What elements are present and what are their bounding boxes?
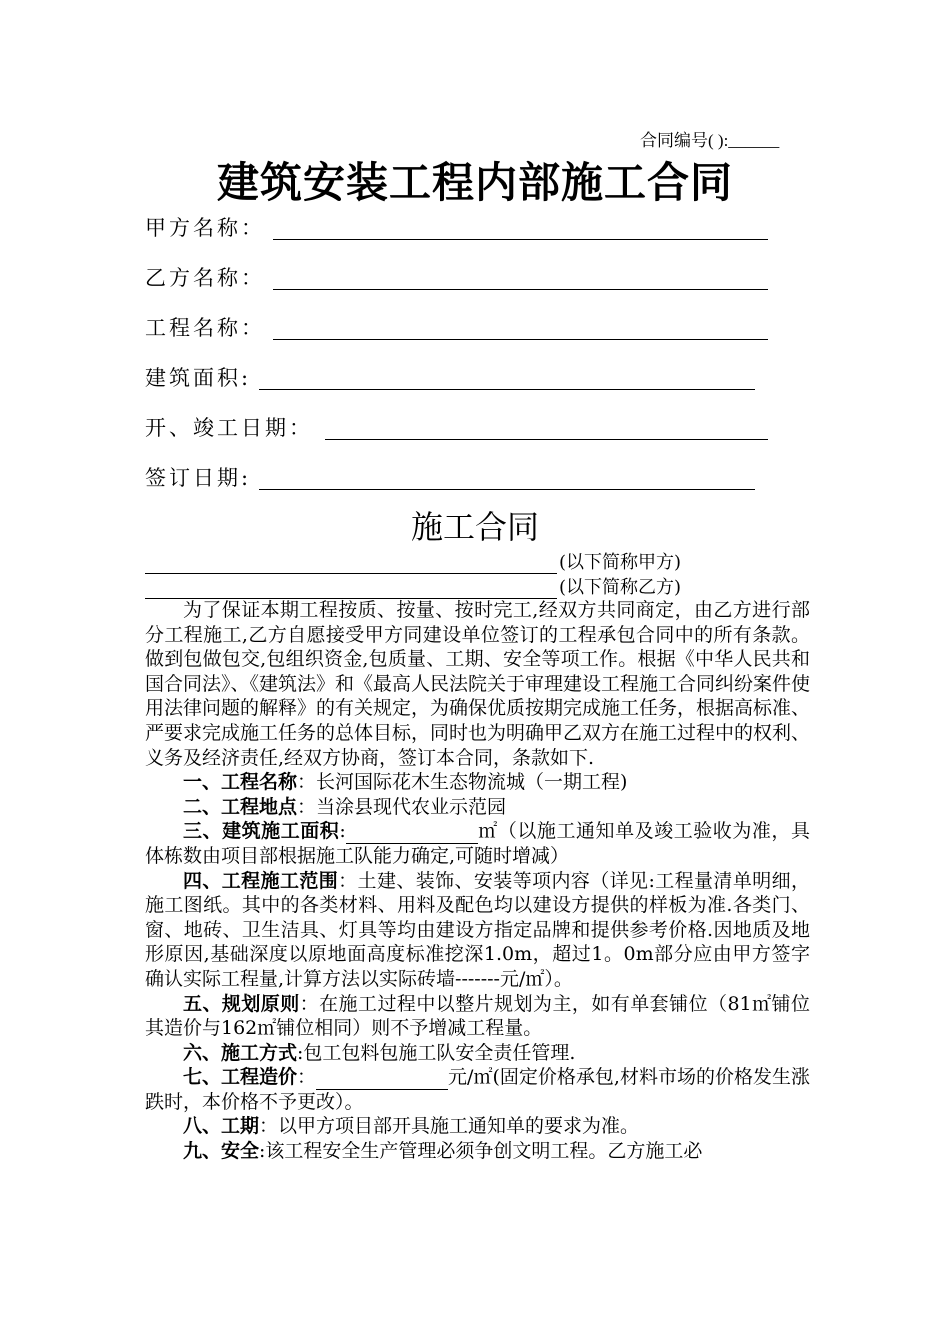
clause-8 — [145, 1114, 810, 1139]
clause-label: 四、工程施工范围 — [183, 869, 339, 892]
field-label: 乙方名称： — [145, 266, 265, 290]
intro-paragraph: 为了保证本期工程按质、按量、按时完工,经双方共同商定，由乙方进行部分工程施工,乙方自愿接受甲方同建设单位签订的工程承包合同中的所有条款。做到包做包交,包组织资金,包质量、工期、安全等项工作。根据《中华人民共和国合同法》、《建筑法》和《最高人民法院关于审理建设工程施工合同纠纷案件使用法律问题的解释》的有关规定，为确保优质按期完成施工任务，根据高标准、严要求完成施工任务的总体目标，同时也为明确甲乙双方在施工过程中的权利、义务及经济责任,经双方协商，签订本合同，条款如下. — [145, 599, 811, 769]
clause-colon: : — [339, 820, 346, 843]
clause-colon: ： — [297, 1066, 317, 1089]
clause-7 — [145, 1065, 810, 1114]
contract-body — [145, 598, 810, 1164]
clause-3 — [145, 819, 810, 868]
fill-line — [325, 439, 768, 440]
party-b-line — [145, 573, 681, 597]
clause-text: 元/㎡(固定价格承包,材料市场的价格发生涨跌时，本价格不予更改）。 — [145, 1066, 810, 1113]
clause-label: 七、工程造价 — [183, 1066, 298, 1089]
clause-text: :该工程安全生产管理必须争创文明工程。乙方施工必 — [259, 1140, 703, 1163]
fill-line — [316, 1071, 448, 1090]
clause-4 — [145, 869, 810, 992]
field-label: 签订日期: — [145, 466, 252, 490]
fill-line — [273, 339, 768, 340]
clause-label: 六、施工方式 — [183, 1041, 298, 1064]
clause-text: :包工包料包施工队安全责任管理. — [297, 1041, 576, 1064]
clause-text: ㎡（以施工通知单及竣工验收为准，具体栋数由项目部根据施工队能力确定,可随时增减） — [145, 820, 810, 867]
field-signing-date — [145, 462, 251, 492]
field-label: 甲方名称： — [145, 216, 265, 240]
field-start-end-date — [145, 412, 313, 442]
clause-text: ：土建、装饰、安装等项内容（详见:工程量清单明细，施工图纸。其中的各类材料、用料及配色均以建设方提供的样板为准.各类门、窗、地砖、卫生洁具、灯具等均由建设方指定品牌和提供参考价格.因地质及地形原因,基础深度以原地面高度标准挖深1.0m，超过1。0m部分应由甲方签字确认实际工程量,计算方法以实际砖墙-------元/㎡）。 — [145, 869, 810, 990]
clause-1 — [145, 770, 810, 795]
clause-6 — [145, 1041, 810, 1066]
clause-text: ：当涂县现代农业示范园 — [297, 795, 507, 818]
clause-text: ：以甲方项目部开具施工通知单的要求为准。 — [259, 1115, 640, 1138]
clause-label: 九、安全 — [183, 1140, 260, 1163]
clause-text: ：长河国际花木生态物流城（一期工程) — [297, 771, 628, 794]
clause-label: 二、工程地点 — [183, 795, 298, 818]
clause-2 — [145, 795, 810, 820]
fill-line — [273, 289, 768, 290]
contract-number: 合同编号( ):______ — [640, 131, 780, 150]
fill-line — [145, 580, 557, 599]
fill-line — [346, 825, 478, 844]
page-title: 建筑安装工程内部施工合同 — [216, 158, 733, 207]
clause-label: 三、建筑施工面积 — [183, 820, 340, 843]
clause-9 — [145, 1139, 810, 1164]
section-title: 施工合同 — [410, 508, 539, 546]
party-b-suffix: (以下简称乙方) — [559, 577, 682, 598]
field-label: 建筑面积: — [145, 366, 252, 390]
clause-label: 五、规划原则 — [183, 992, 300, 1015]
clause-text: ：在施工过程中以整片规划为主，如有单套铺位（81㎡铺位其造价与162㎡铺位相同）则不予增减工程量。 — [145, 992, 810, 1040]
party-a-suffix: (以下简称甲方) — [559, 552, 682, 573]
field-label: 开、竣工日期： — [145, 416, 313, 440]
fill-line — [145, 555, 557, 574]
field-project-name — [145, 312, 265, 342]
party-a-line — [145, 548, 681, 572]
clause-label: 一、工程名称 — [183, 771, 298, 794]
clause-5 — [145, 992, 810, 1041]
fill-line — [273, 239, 768, 240]
fill-line — [259, 389, 755, 390]
field-party-a-name — [145, 212, 265, 242]
field-label: 工程名称： — [145, 316, 265, 340]
clause-label: 八、工期 — [183, 1115, 260, 1138]
field-party-b-name — [145, 262, 265, 292]
fill-line — [259, 489, 755, 490]
field-building-area — [145, 362, 251, 392]
